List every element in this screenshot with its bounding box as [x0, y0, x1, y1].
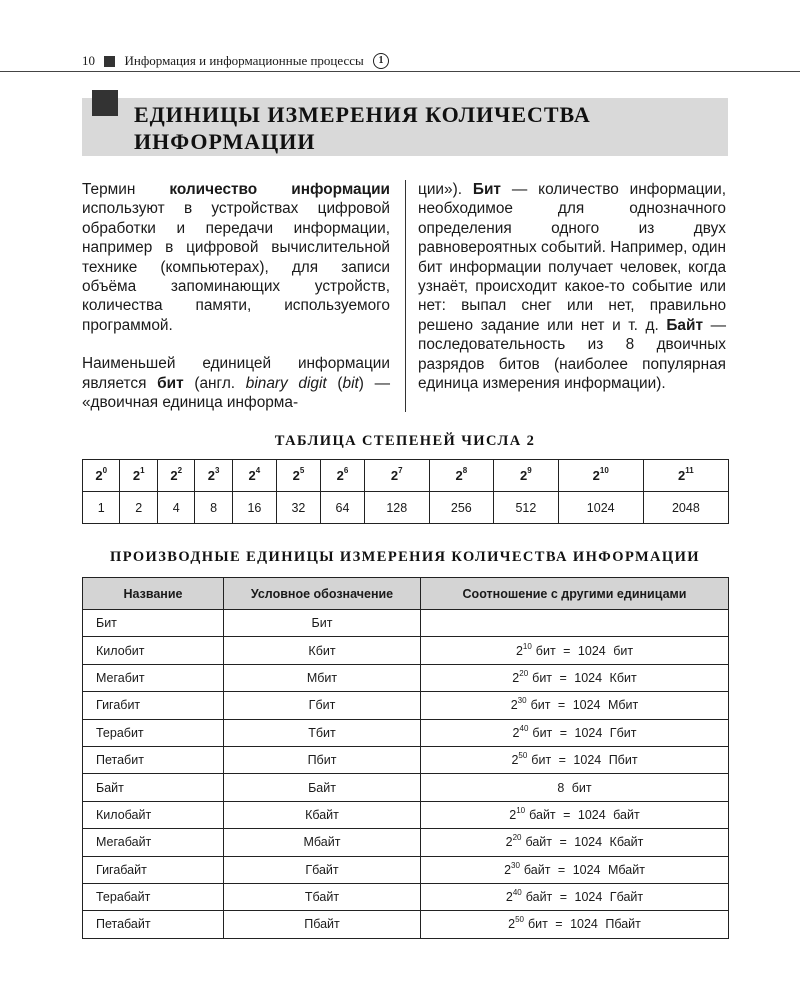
power-value-cell: 1 — [83, 492, 120, 524]
section-title — [134, 101, 724, 155]
unit-relation-cell: $2^{50}$ бит = 1024 Пбит — [421, 746, 729, 773]
unit-name-cell: Бит — [83, 610, 224, 637]
unit-name-cell: Мегабайт — [83, 829, 224, 856]
term-bold: количество информации — [169, 181, 390, 198]
unit-symbol-cell: Пбайт — [224, 911, 421, 938]
chapter-badge: 1 — [373, 53, 389, 69]
power-header-cell: $2^9$ — [494, 460, 559, 492]
unit-symbol-cell: Бит — [224, 610, 421, 637]
units-table-title: ПРОИЗВОДНЫЕ ЕДИНИЦЫ ИЗМЕРЕНИЯ КОЛИЧЕСТВА ИНФОРМАЦИИ — [110, 549, 700, 565]
unit-name-cell: Терабит — [83, 719, 224, 746]
table-row — [83, 637, 729, 664]
unit-relation-cell: 8 бит — [421, 774, 729, 801]
unit-relation-cell: $2^{30}$ байт = 1024 Мбайт — [421, 856, 729, 883]
power-value-cell: 16 — [232, 492, 276, 524]
table-row — [83, 774, 729, 801]
page-header — [82, 52, 742, 70]
unit-symbol-cell: Мбайт — [224, 829, 421, 856]
paragraph-term: Термин количество информации используют в устройствах цифровой обработки и передачи информации, например в цифровой вычислительной технике (компьютерах), для записи объёма запоминающих устройств, количества памяти, используемого программой. — [82, 181, 390, 334]
unit-symbol-cell: Тбит — [224, 719, 421, 746]
unit-name-cell: Гигабит — [83, 692, 224, 719]
paragraph-smallest-unit: Наименьшей единицей информации является бит (англ. binary digit (bit) — «двоичная единица информа- — [82, 355, 391, 412]
unit-name-cell: Терабайт — [83, 883, 224, 910]
unit-relation-cell: $2^{50}$ бит = 1024 Пбайт — [421, 911, 729, 938]
powers-table-title: ТАБЛИЦА СТЕПЕНЕЙ ЧИСЛА 2 — [274, 433, 536, 449]
power-value-cell: 8 — [195, 492, 232, 524]
power-value-cell: 512 — [494, 492, 559, 524]
bit-bold: бит — [157, 374, 184, 392]
unit-name-cell: Байт — [83, 774, 224, 801]
right-column — [418, 180, 726, 393]
power-value-cell: 4 — [157, 492, 194, 524]
col-header-relation: Соотношение с другими единицами — [421, 578, 729, 610]
power-value-cell: 2048 — [643, 492, 728, 524]
running-title: Информация и информационные процессы — [124, 53, 364, 69]
table-row — [83, 911, 729, 938]
power-value-cell: 32 — [276, 492, 320, 524]
table-row — [83, 856, 729, 883]
page-number: 10 — [82, 53, 95, 69]
section-title-line2: ИНФОРМАЦИИ — [134, 129, 316, 154]
table-row — [83, 692, 729, 719]
col-header-symbol: Условное обозначение — [224, 578, 421, 610]
unit-symbol-cell: Байт — [224, 774, 421, 801]
powers-table — [82, 459, 729, 524]
power-header-cell: $2^5$ — [276, 460, 320, 492]
power-header-cell: $2^2$ — [157, 460, 194, 492]
unit-name-cell: Килобит — [83, 637, 224, 664]
power-value-cell: 1024 — [558, 492, 643, 524]
power-header-cell: $2^4$ — [232, 460, 276, 492]
power-header-cell: $2^0$ — [83, 460, 120, 492]
unit-symbol-cell: Гбит — [224, 692, 421, 719]
power-value-cell: 256 — [429, 492, 494, 524]
unit-relation-cell: $2^{20}$ бит = 1024 Кбит — [421, 664, 729, 691]
power-header-cell: $2^3$ — [195, 460, 232, 492]
column-divider — [405, 180, 406, 412]
table-row — [83, 610, 729, 637]
unit-relation-cell: $2^{10}$ байт = 1024 байт — [421, 801, 729, 828]
unit-relation-cell: $2^{40}$ бит = 1024 Гбит — [421, 719, 729, 746]
power-value-cell: 128 — [364, 492, 429, 524]
left-column — [82, 180, 390, 412]
table-row — [83, 829, 729, 856]
unit-symbol-cell: Кбайт — [224, 801, 421, 828]
table-row — [83, 664, 729, 691]
paragraph-bit-definition: ции»). Бит — количество информации, необходимое для однозначного определения одного из двух равновероятных событий. Например, один бит информации получает человек, когда узнаёт, происходит какое-то событие или нет: выпал снег или нет, правильно решено задание или нет и т. д. Байт — последовательность из 8 двоичных разрядов битов (наиболее популярная единица измерения информации). — [418, 181, 726, 393]
col-header-name: Название — [83, 578, 224, 610]
power-header-cell: $2^8$ — [429, 460, 494, 492]
unit-relation-cell: $2^{30}$ бит = 1024 Мбит — [421, 692, 729, 719]
unit-name-cell: Петабайт — [83, 911, 224, 938]
unit-relation-cell: $2^{40}$ байт = 1024 Гбайт — [421, 883, 729, 910]
power-header-cell: $2^1$ — [120, 460, 157, 492]
unit-name-cell: Килобайт — [83, 801, 224, 828]
power-header-cell: $2^6$ — [320, 460, 364, 492]
unit-symbol-cell: Тбайт — [224, 883, 421, 910]
table-row — [83, 746, 729, 773]
unit-name-cell: Мегабит — [83, 664, 224, 691]
title-square-icon — [92, 90, 118, 116]
header-rule — [0, 71, 800, 72]
square-bullet-icon — [104, 56, 115, 67]
unit-symbol-cell: Мбит — [224, 664, 421, 691]
power-header-cell: $2^{11}$ — [643, 460, 728, 492]
units-table — [82, 577, 729, 939]
power-header-cell: $2^7$ — [364, 460, 429, 492]
unit-symbol-cell: Гбайт — [224, 856, 421, 883]
power-header-cell: $2^{10}$ — [558, 460, 643, 492]
unit-symbol-cell: Пбит — [224, 746, 421, 773]
unit-relation-cell — [421, 610, 729, 637]
section-title-line1: ЕДИНИЦЫ ИЗМЕРЕНИЯ КОЛИЧЕСТВА — [134, 102, 591, 127]
table-row — [83, 883, 729, 910]
table-row — [83, 801, 729, 828]
power-value-cell: 64 — [320, 492, 364, 524]
unit-relation-cell: $2^{20}$ байт = 1024 Кбайт — [421, 829, 729, 856]
unit-symbol-cell: Кбит — [224, 637, 421, 664]
unit-name-cell: Петабит — [83, 746, 224, 773]
table-row — [83, 719, 729, 746]
unit-relation-cell: $2^{10}$ бит = 1024 бит — [421, 637, 729, 664]
unit-name-cell: Гигабайт — [83, 856, 224, 883]
power-value-cell: 2 — [120, 492, 157, 524]
